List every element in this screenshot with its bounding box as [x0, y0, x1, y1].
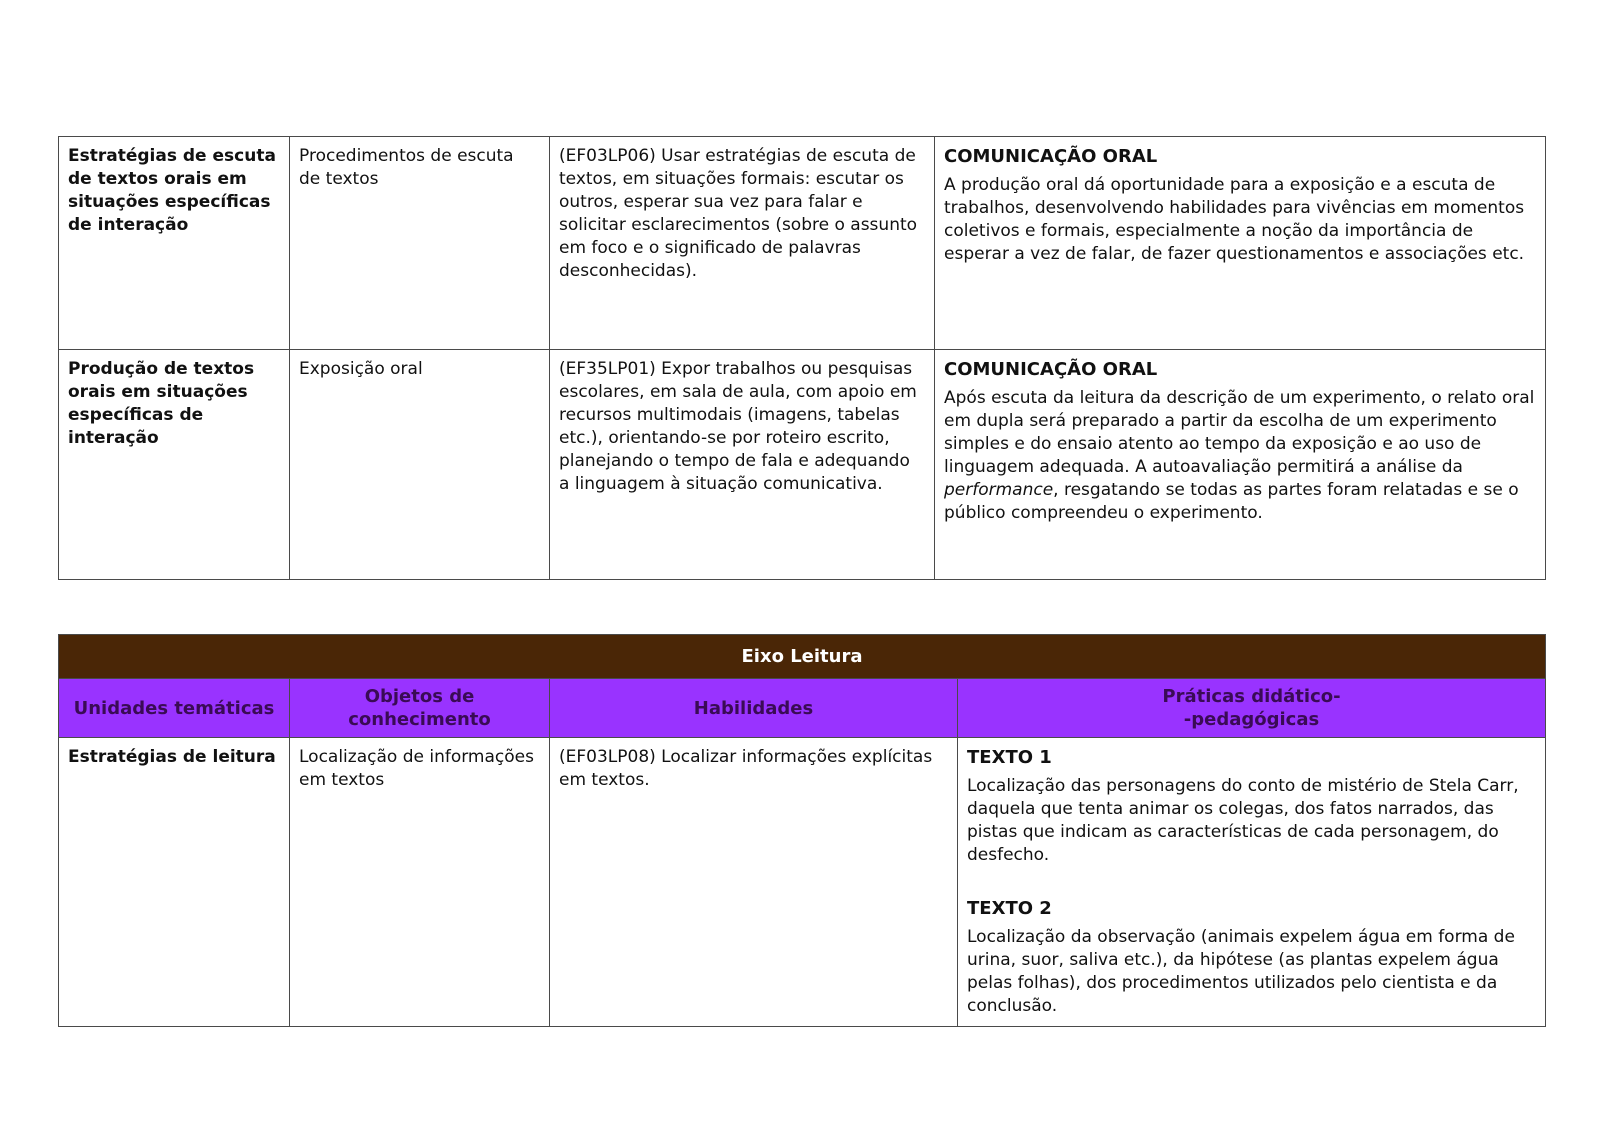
unit-cell: Estratégias de leitura: [59, 738, 290, 1027]
practice-heading: COMUNICAÇÃO ORAL: [944, 359, 1158, 380]
table-row: [59, 350, 1546, 580]
texto1-block: [967, 746, 1536, 867]
column-header-practices-line1: Práticas didático-: [1162, 686, 1341, 707]
column-header-row: [59, 679, 1546, 738]
column-header-practices-line2: -pedagógicas: [1183, 709, 1320, 730]
texto2-block: [967, 897, 1536, 1018]
texto2-body: Localização da observação (animais expelem água em forma de urina, suor, saliva etc.), da hipótese (as plantas expelem água pelas folhas), dos procedimentos utilizados pelo cientista e da conclusão.: [967, 927, 1515, 1016]
table-row: [59, 738, 1546, 1027]
object-cell: Localização de informações em textos: [290, 738, 550, 1027]
practice-text: [944, 387, 1536, 525]
axis-title: Eixo Leitura: [59, 635, 1546, 679]
object-cell: Procedimentos de escuta de textos: [290, 137, 550, 350]
practice-cell: [935, 350, 1546, 580]
practice-text: A produção oral dá oportunidade para a exposição e a escuta de trabalhos, desenvolvendo habilidades para vivências em momentos coletivos e formais, especialmente a noção da importância de esperar a vez de falar, de fazer questionamentos e associações etc.: [944, 175, 1525, 264]
practice-cell: [935, 137, 1546, 350]
curriculum-table-leitura: [58, 634, 1546, 1027]
column-header-objects: Objetos de conhecimento: [290, 679, 550, 738]
unit-cell: Estratégias de escuta de textos orais em situações específicas de interação: [59, 137, 290, 350]
object-cell: Exposição oral: [290, 350, 550, 580]
axis-header-row: [59, 635, 1546, 679]
column-header-practices: [958, 679, 1546, 738]
curriculum-table-oralidade: [58, 136, 1546, 580]
column-header-units: Unidades temáticas: [59, 679, 290, 738]
practice-heading: COMUNICAÇÃO ORAL: [944, 146, 1158, 167]
skill-cell: (EF35LP01) Expor trabalhos ou pesquisas escolares, em sala de aula, com apoio em recursos multimodais (imagens, tabelas etc.), orientando-se por roteiro escrito, planejando o tempo de fala e adequando a linguagem à situação comunicativa.: [550, 350, 935, 580]
texto1-body: Localização das personagens do conto de mistério de Stela Carr, daquela que tenta animar os colegas, dos fatos narrados, das pistas que indicam as características de cada personagem, do desfecho.: [967, 776, 1519, 865]
practice-text-emphasis: performance: [944, 480, 1054, 500]
unit-cell: Produção de textos orais em situações específicas de interação: [59, 350, 290, 580]
practice-text-part: Após escuta da leitura da descrição de um experimento, o relato oral em dupla será preparado a partir da escolha de um experimento simples e do ensaio atento ao tempo da exposição e ao uso de linguagem adequada. A autoavaliação permitirá a análise da: [944, 388, 1535, 477]
texto1-heading: TEXTO 1: [967, 747, 1052, 768]
skill-cell: (EF03LP08) Localizar informações explícitas em textos.: [550, 738, 958, 1027]
practice-cell: [958, 738, 1546, 1027]
skill-cell: (EF03LP06) Usar estratégias de escuta de textos, em situações formais: escutar os outros, esperar sua vez para falar e solicitar esclarecimentos (sobre o assunto em foco e o significado de palavras desconhecidas).: [550, 137, 935, 350]
table-row: [59, 137, 1546, 350]
practice-text-part: , resgatando se todas as partes foram relatadas e se o público compreendeu o experimento.: [944, 480, 1519, 523]
texto2-heading: TEXTO 2: [967, 898, 1052, 919]
column-header-skills: Habilidades: [550, 679, 958, 738]
